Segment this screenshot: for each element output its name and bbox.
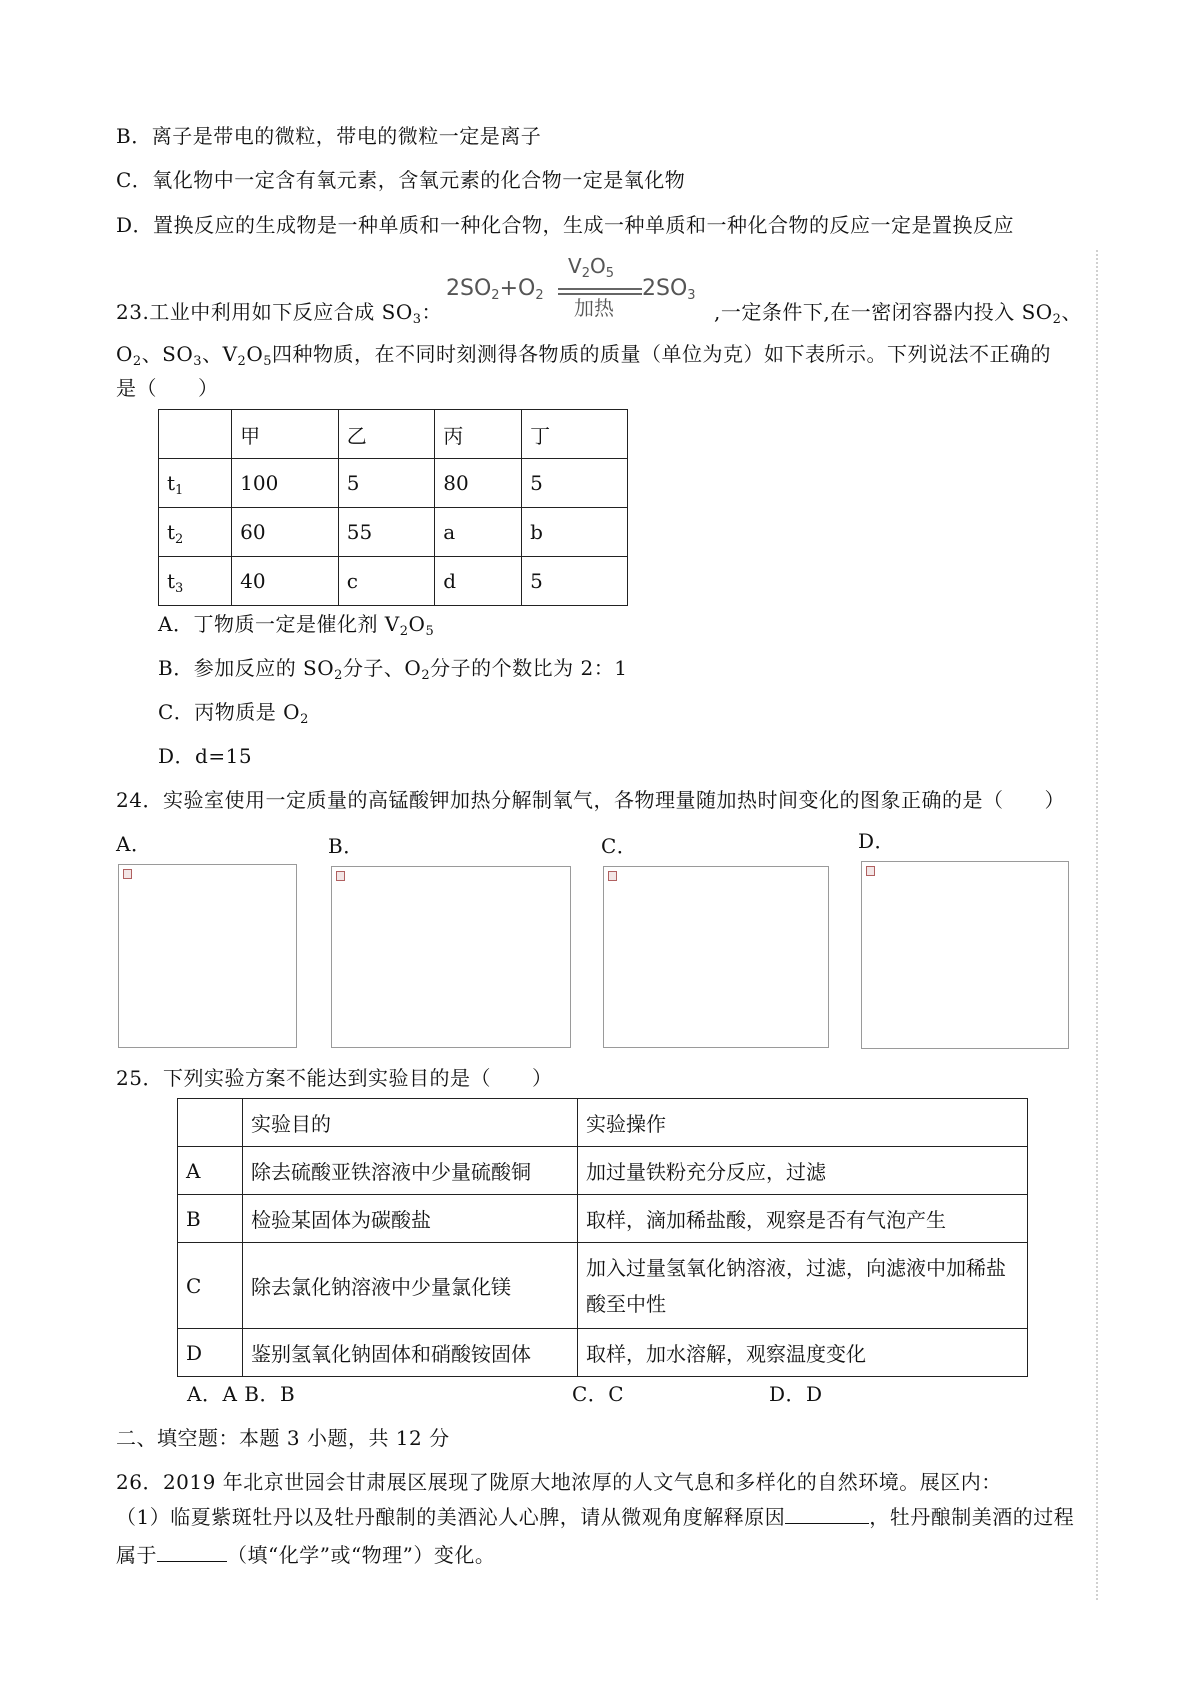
time-cell: $t_3$: [159, 557, 232, 606]
table-cell: 80: [435, 459, 522, 508]
table-cell: b: [522, 508, 628, 557]
table-cell: 5: [522, 557, 628, 606]
table-cell: B: [178, 1195, 243, 1243]
table-header-cell: 实验操作: [578, 1099, 1028, 1147]
q23-mass-table: [158, 409, 628, 606]
table-header-cell: [178, 1099, 243, 1147]
table-cell: 加过量铁粉充分反应，过滤: [578, 1147, 1028, 1195]
table-cell: 除去硫酸亚铁溶液中少量硫酸铜: [243, 1147, 578, 1195]
table-cell: 40: [232, 557, 339, 606]
table-cell: a: [435, 508, 522, 557]
q25-option-c: C．C: [572, 1382, 625, 1406]
q26-part1-line1: （1）临夏紫斑牡丹以及牡丹酿制的美酒沁人心脾，请从微观角度解释原因 ，牡丹酿制美酒的过程: [116, 1505, 1075, 1529]
section-heading: 二、填空题：本题 3 小题，共 12 分: [116, 1426, 450, 1450]
time-cell: $t_1$: [159, 459, 232, 508]
equation-catalyst: $V_2O_5$: [568, 254, 614, 281]
table-header-cell: 丁: [522, 410, 628, 459]
q24-label-a: A．: [116, 832, 152, 856]
table-cell: 60: [232, 508, 339, 557]
equation-equals-bar-top: [558, 288, 642, 290]
table-cell: 检验某固体为碳酸盐: [243, 1195, 578, 1243]
time-cell: $t_2$: [159, 508, 232, 557]
table-cell: 5: [338, 459, 434, 508]
q23-stem-lead: 23.工业中利用如下反应合成 $SO_3$：: [116, 300, 443, 327]
answer-blank[interactable]: [785, 1523, 869, 1524]
table-row: [178, 1195, 1028, 1243]
table-header-row: [159, 410, 628, 459]
table-row: [178, 1147, 1028, 1195]
equation-reactants: $2SO_2+O_2$: [446, 276, 544, 303]
table-header-cell: 甲: [232, 410, 339, 459]
q22-option-d: D．置换反应的生成物是一种单质和一种化合物，生成一种单质和一种化合物的反应一定是置换反应: [116, 213, 1015, 237]
q24-stem: 24．实验室使用一定质量的高锰酸钾加热分解制氧气，各物理量随加热时间变化的图象正确的是（ ）: [116, 788, 1065, 812]
graph-a-placeholder-image: [118, 864, 297, 1048]
table-cell: [578, 1243, 1028, 1329]
graph-d-placeholder-image: [861, 861, 1069, 1049]
table-cell: 鉴别氢氧化钠固体和硝酸铵固体: [243, 1329, 578, 1377]
table-row: [159, 508, 628, 557]
q25-options-ab: A．A B．B: [187, 1382, 296, 1406]
broken-image-icon: [123, 869, 132, 879]
table-cell: A: [178, 1147, 243, 1195]
table-cell: 除去氯化钠溶液中少量氯化镁: [243, 1243, 578, 1329]
q23-option-b: B．参加反应的 $SO_2$分子、$O_2$分子的个数比为 2：1: [158, 656, 628, 683]
q24-label-c: C．: [601, 834, 638, 858]
broken-image-icon: [866, 866, 875, 876]
table-cell: D: [178, 1329, 243, 1377]
broken-image-icon: [336, 871, 345, 881]
q23-option-d: D．d=15: [158, 744, 253, 768]
table-header-cell: 乙: [338, 410, 434, 459]
table-row: [178, 1243, 1028, 1329]
reaction-equation-image: [446, 254, 716, 322]
equation-product: $2SO_3$: [642, 276, 696, 303]
table-cell: 55: [338, 508, 434, 557]
q24-label-b: B．: [328, 834, 364, 858]
q25-experiment-table: [177, 1098, 1028, 1377]
q26-part1-line2: 属于 （填“化学”或“物理”）变化。: [116, 1543, 496, 1567]
q26-stem: 26．2019 年北京世园会甘肃展区展现了陇原大地浓厚的人文气息和多样化的自然环境。展区内：: [116, 1470, 1002, 1494]
q23-option-a: A．丁物质一定是催化剂 $V_2O_5$: [158, 612, 435, 639]
cell-line: 酸至中性: [586, 1291, 666, 1316]
table-cell: C: [178, 1243, 243, 1329]
table-header-cell: 实验目的: [243, 1099, 578, 1147]
q23-option-c: C．丙物质是 $O_2$: [158, 700, 309, 727]
q24-label-d: D．: [858, 829, 896, 853]
q25-option-d: D．D: [769, 1382, 823, 1406]
table-cell: 取样，滴加稀盐酸，观察是否有气泡产生: [578, 1195, 1028, 1243]
q23-stem-after-equation: ,一定条件下,在一密闭容器内投入 $SO_2$、: [714, 300, 1082, 327]
graph-c-placeholder-image: [603, 866, 829, 1048]
table-cell: c: [338, 557, 434, 606]
table-cell: 取样，加水溶解，观察温度变化: [578, 1329, 1028, 1377]
q22-option-c: C．氧化物中一定含有氧元素，含氧元素的化合物一定是氧化物: [116, 168, 686, 192]
table-cell: d: [435, 557, 522, 606]
margin-dotted-rule: [1096, 250, 1098, 1600]
table-row: [178, 1329, 1028, 1377]
broken-image-icon: [608, 871, 617, 881]
table-header-cell: 丙: [435, 410, 522, 459]
table-row: [159, 557, 628, 606]
q25-stem: 25．下列实验方案不能达到实验目的是（ ）: [116, 1066, 553, 1090]
equation-condition-heat: 加热: [574, 296, 614, 320]
q23-stem-line2: $O_2$、$SO_3$、$V_2O_5$四种物质，在不同时刻测得各物质的质量（单位为克）如下表所示。下列说法不正确的: [116, 342, 1051, 369]
cell-line: 加入过量氢氧化钠溶液，过滤，向滤液中加稀盐: [586, 1255, 1006, 1280]
q22-option-b: B．离子是带电的微粒，带电的微粒一定是离子: [116, 124, 542, 148]
table-cell: 5: [522, 459, 628, 508]
table-row: [159, 459, 628, 508]
answer-blank[interactable]: [157, 1561, 227, 1562]
table-cell: 100: [232, 459, 339, 508]
graph-b-placeholder-image: [331, 866, 571, 1048]
table-header-row: [178, 1099, 1028, 1147]
q23-stem-line3: 是（ ）: [116, 376, 219, 400]
table-header-cell: [159, 410, 232, 459]
